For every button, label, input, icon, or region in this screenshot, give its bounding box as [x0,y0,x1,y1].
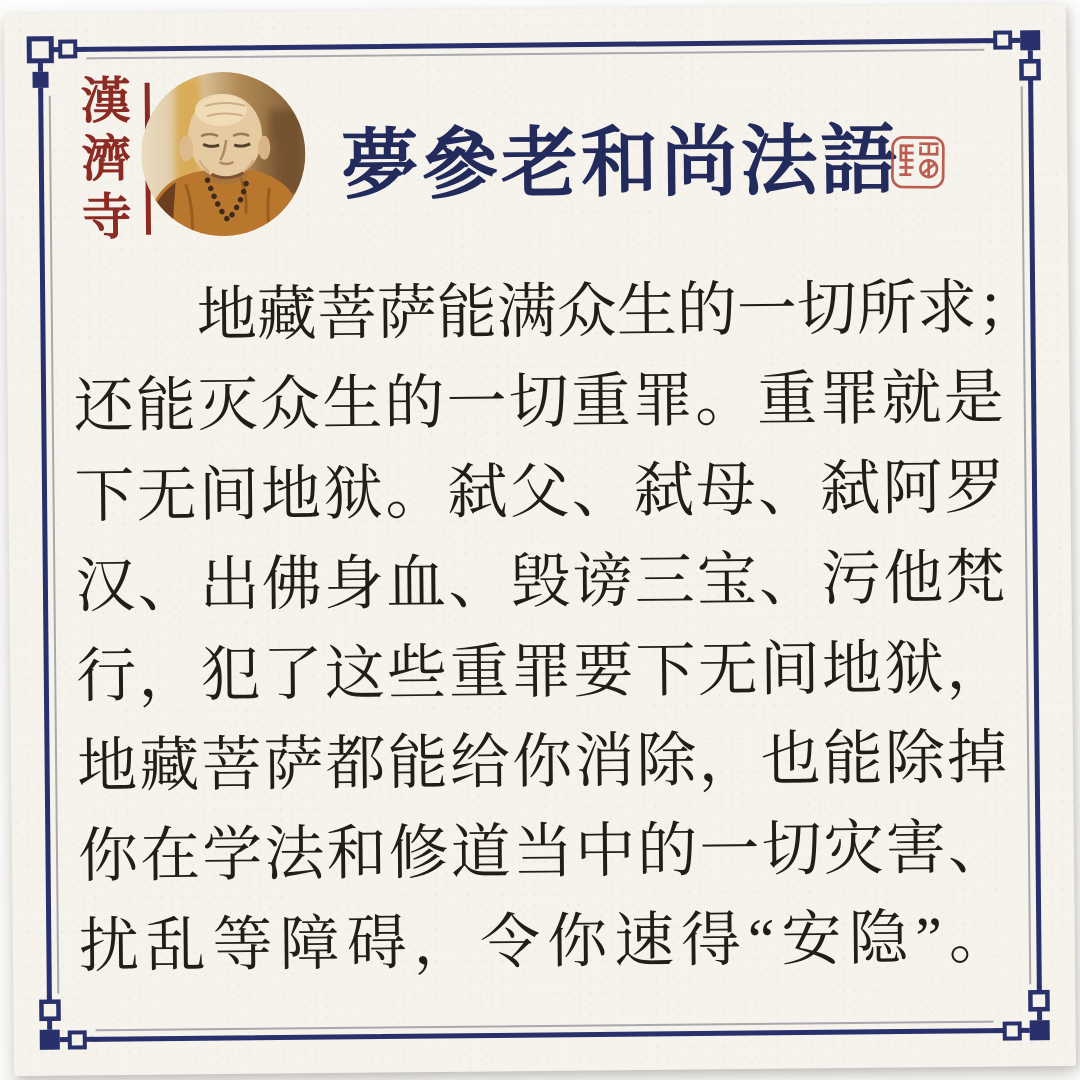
quote-line: 下无间地狱。弑父、弑母、弑阿罗 [74,454,1005,530]
quote-line: 行，犯了这些重罪要下无间地狱， [75,634,1007,710]
quote-card [4,4,1076,1076]
corner-ornament-bottom-right [995,986,1050,1041]
quote-line: 你在学法和修道当中的一切灾害、 [77,814,1009,890]
corner-ornament-top-right [986,30,1041,85]
temple-name [77,72,137,246]
quote-body [72,263,1038,992]
red-seal-stamp [889,133,947,191]
monk-portrait-photo [140,71,306,237]
temple-name-char: 漢 [80,72,132,130]
quote-line: 还能灭众生的一切重罪。重罪就是 [73,364,1004,440]
quote-line: 地藏菩萨都能给你消除，也能除掉 [76,724,1008,800]
quote-line: 扰乱等障碍，令你速得“安隐”。 [78,904,1010,980]
page-title: 夢參老和尚法語 [340,117,898,209]
quote-line: 汉、出佛身血、毁谤三宝、污他梵 [75,544,1006,620]
corner-ornament-bottom-left [39,995,94,1050]
temple-name-char: 濟 [81,130,132,188]
quote-line: 地藏菩萨能满众生的一切所求； [196,274,1038,349]
temple-name-char: 寺 [81,188,133,246]
